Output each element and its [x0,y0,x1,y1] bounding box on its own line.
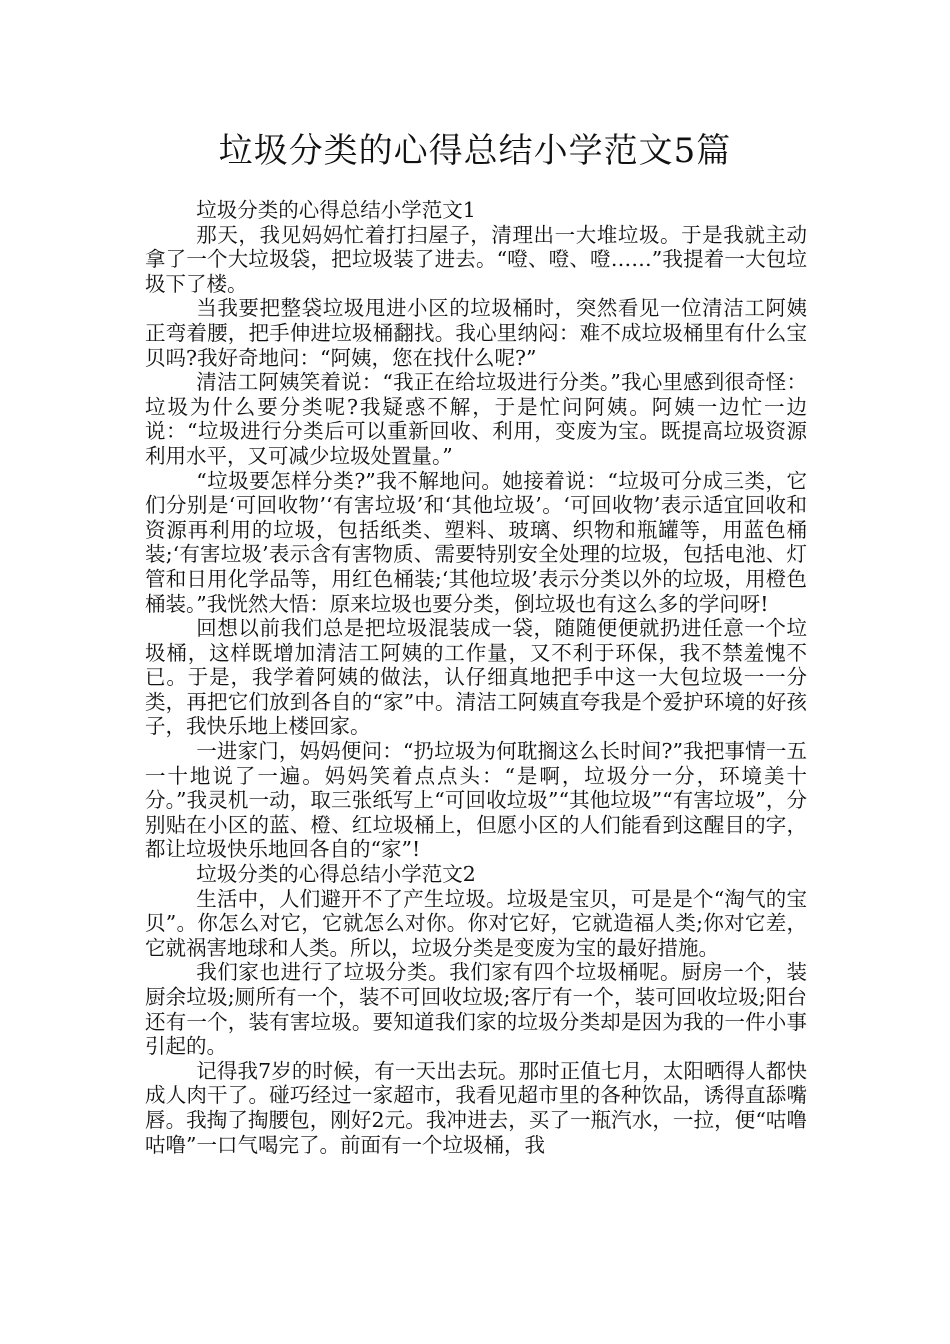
section-heading-2: 垃圾分类的心得总结小学范文2 [196,862,476,887]
paragraph: 生活中，人们避开不了产生垃圾。垃圾是宝贝，可是是个“淘气的宝贝”。你怎么对它，它就怎么对你。你对它好，它就造福人类;你对它差，它就祸害地球和人类。所以，垃圾分类是变废为宝的最好措施。 [145,886,807,960]
paragraph: 一进家门，妈妈便问：“扔垃圾为何耽搁这么长时间?”我把事情一五一十地说了一遍。妈妈笑着点点头：“是啊，垃圾分一分，环境美十分。”我灵机一动，取三张纸写上“可回收垃圾”“其他垃圾”“有害垃圾”，分别贴在小区的蓝、橙、红垃圾桶上，但愿小区的人们能看到这醒目的字，都让垃圾快乐地回各自的“家”! [145,739,807,862]
paragraph: 记得我7岁的时候，有一天出去玩。那时正值七月，太阳晒得人都快成人肉干了。碰巧经过一家超市，我看见超市里的各种饮品，诱得直舔嘴唇。我掏了掏腰包，刚好2元。我冲进去，买了一瓶汽水，一拉，便“咕噜咕噜”一口气喝完了。前面有一个垃圾桶，我 [145,1058,807,1157]
document-title: 垃圾分类的心得总结小学范文5篇 [218,131,732,171]
paragraph: 回想以前我们总是把垃圾混装成一袋，随随便便就扔进任意一个垃圾桶，这样既增加清洁工阿姨的工作量，又不利于环保，我不禁羞愧不已。于是，我学着阿姨的做法，认仔细真地把手中这一大包垃圾一一分类，再把它们放到各自的“家”中。清洁工阿姨直夸我是个爱护环境的好孩子，我快乐地上楼回家。 [145,616,807,739]
paragraph: 那天，我见妈妈忙着打扫屋子，清理出一大堆垃圾。于是我就主动拿了一个大垃圾袋，把垃圾装了进去。“噔、噔、噔……”我提着一大包垃圾下了楼。 [145,222,807,296]
paragraph: “垃圾要怎样分类?”我不解地问。她接着说：“垃圾可分成三类，它们分别是‘可回收物’‘有害垃圾’和‘其他垃圾’。‘可回收物’表示适宜回收和资源再利用的垃圾，包括纸类、塑料、玻璃、织物和瓶罐等，用蓝色桶装;‘有害垃圾’表示含有害物质、需要特别安全处理的垃圾，包括电池、灯管和日用化学品等，用红色桶装;‘其他垃圾’表示分类以外的垃圾，用橙色桶装。”我恍然大悟：原来垃圾也要分类，倒垃圾也有这么多的学问呀! [145,468,807,616]
section-heading-1: 垃圾分类的心得总结小学范文1 [196,198,476,222]
paragraph: 我们家也进行了垃圾分类。我们家有四个垃圾桶呢。厨房一个，装厨余垃圾;厕所有一个，装不可回收垃圾;客厅有一个，装可回收垃圾;阳台还有一个，装有害垃圾。要知道我们家的垃圾分类却是因为我的一件小事引起的。 [145,960,807,1059]
paragraph: 当我要把整袋垃圾甩进小区的垃圾桶时，突然看见一位清洁工阿姨正弯着腰，把手伸进垃圾桶翻找。我心里纳闷：难不成垃圾桶里有什么宝贝吗?我好奇地问：“阿姨，您在找什么呢?” [145,296,807,370]
document-body [145,198,807,1157]
paragraph: 清洁工阿姨笑着说：“我正在给垃圾进行分类。”我心里感到很奇怪：垃圾为什么要分类呢?我疑惑不解，于是忙问阿姨。阿姨一边忙一边说：“垃圾进行分类后可以重新回收、利用，变废为宝。既提高垃圾资源利用水平，又可减少垃圾处置量。” [145,370,807,468]
